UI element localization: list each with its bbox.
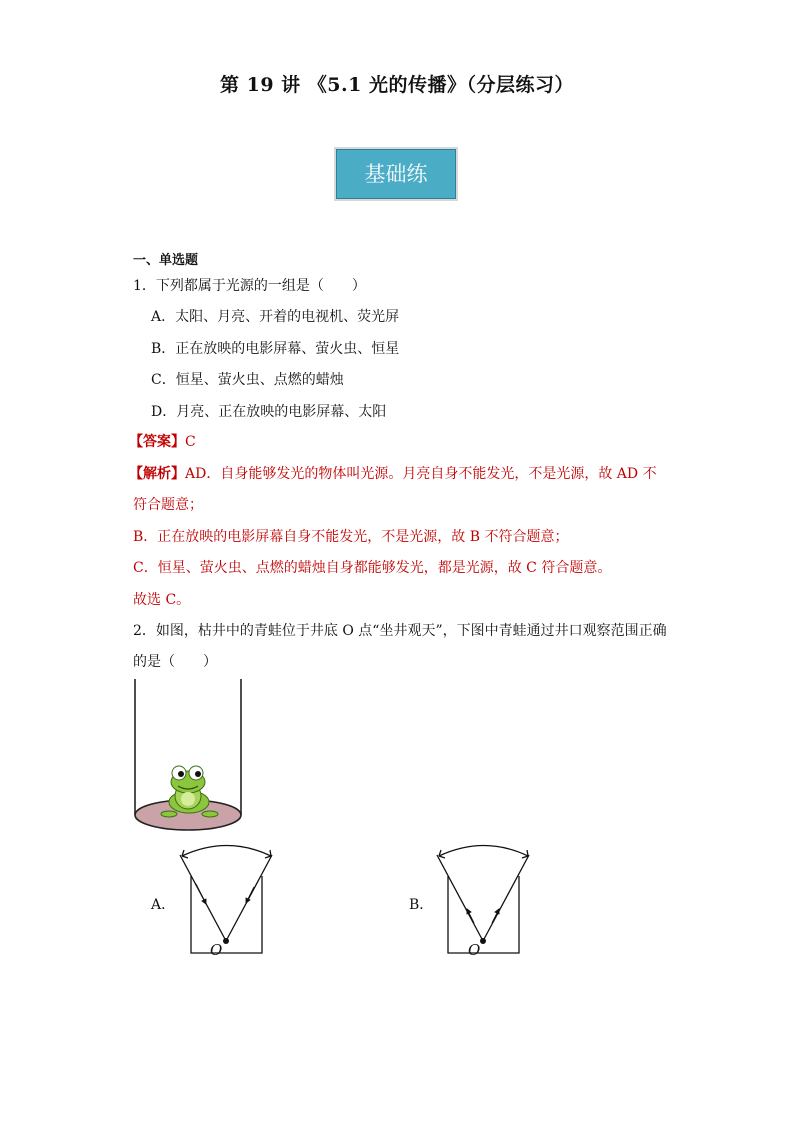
point-o-label-a: O [210,941,223,959]
q1-analysis-line-4: C．恒星、萤火虫、点燃的蜡烛自身都能够发光，都是光源，故 C 符合题意。 [133,560,612,576]
q2-stem-line-2: 的是（ ） [133,654,217,670]
level-badge-shadow [334,147,458,201]
q1-conclusion: 故选 C。 [133,592,191,608]
q1-stem: 1．下列都属于光源的一组是（ ） [133,278,366,294]
point-o-label-b: O [468,941,481,959]
q2-option-b-diagram [428,843,540,961]
analysis-tag: 【解析】 [129,466,185,482]
answer-value: C [185,434,196,450]
q1-option-a: A．太阳、月亮、开着的电视机、荧光屏 [151,309,400,325]
q1-analysis-line-3: B．正在放映的电影屏幕自身不能发光，不是光源，故 B 不符合题意； [133,529,569,545]
q1-option-b: B．正在放映的电影屏幕、萤火虫、恒星 [151,341,400,357]
level-badge: 基础练 [336,149,456,199]
q1-answer [129,431,196,451]
page-title: 第 19 讲 《5.1 光的传播》（分层练习） [220,74,574,96]
answer-tag: 【答案】 [129,434,185,450]
q2-option-b-label: B． [409,897,434,913]
section-heading: 一、单选题 [133,253,199,268]
analysis-text-1: AD．自身能够发光的物体叫光源。月亮自身不能发光，不是光源，故 AD 不 [185,466,657,482]
q1-analysis-line-2: 符合题意； [133,497,203,513]
well-frog-illustration [126,676,250,836]
q2-option-a-label: A． [151,897,176,913]
q1-option-c: C．恒星、萤火虫、点燃的蜡烛 [151,372,344,388]
q1-option-d: D．月亮、正在放映的电影屏幕、太阳 [151,404,387,420]
q2-stem-line-1: 2．如图，枯井中的青蛙位于井底 O 点“坐井观天”，下图中青蛙通过井口观察范围正确 [133,623,667,639]
q1-analysis-line-1 [129,463,657,483]
q2-option-a-diagram [170,843,282,961]
